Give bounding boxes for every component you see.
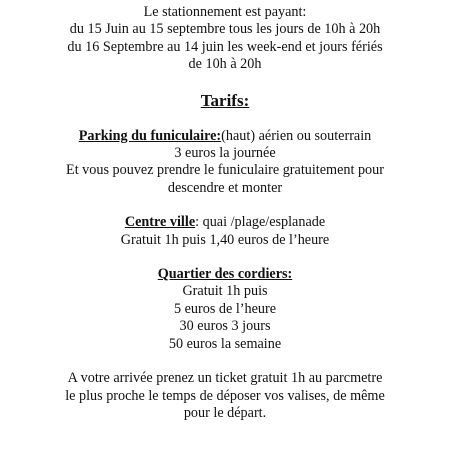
spacer <box>0 74 450 91</box>
centre-ville-label: Centre ville <box>124 214 196 231</box>
spacer <box>0 353 450 370</box>
tarifs-heading-block <box>0 91 450 111</box>
funiculaire-label: Parking du funiculaire: <box>78 127 222 144</box>
centre-ville-section <box>0 214 450 249</box>
intro-block <box>0 4 450 74</box>
funiculaire-note: Et vous pouvez prendre le funiculaire gratuitement pour <box>66 162 384 179</box>
funiculaire-note: descendre et monter <box>167 179 283 196</box>
cordiers-line: 30 euros 3 jours <box>179 318 271 335</box>
footer-section <box>0 370 450 422</box>
cordiers-label: Quartier des cordiers: <box>157 266 293 283</box>
cordiers-section <box>0 266 450 353</box>
centre-ville-price: Gratuit 1h puis 1,40 euros de l’heure <box>120 231 330 248</box>
tarifs-heading: Tarifs: <box>200 90 250 110</box>
intro-line: Le stationnement est payant: <box>143 4 307 20</box>
spacer <box>0 197 450 214</box>
centre-ville-desc: : quai /plage/esplanade <box>195 214 326 231</box>
funiculaire-price: 3 euros la journée <box>174 145 276 162</box>
cordiers-line: Gratuit 1h puis <box>182 283 268 300</box>
intro-line: du 15 Juin au 15 septembre tous les jours de 10h à 20h <box>69 21 381 38</box>
cordiers-line: 5 euros de l’heure <box>173 300 277 317</box>
cordiers-line: 50 euros la semaine <box>168 335 282 352</box>
spacer <box>0 111 450 128</box>
funiculaire-desc: (haut) aérien ou souterrain <box>221 127 372 144</box>
footer-line: A votre arrivée prenez un ticket gratuit 1h au parcmetre <box>67 370 383 387</box>
footer-line: le plus proche le temps de déposer vos valises, de même <box>65 387 385 404</box>
funiculaire-title-line <box>0 128 450 145</box>
spacer <box>0 249 450 266</box>
centre-ville-title-line <box>0 214 450 231</box>
funiculaire-section <box>0 128 450 198</box>
intro-line: de 10h à 20h <box>188 56 262 73</box>
intro-line: du 16 Septembre au 14 juin les week-end et jours fériés <box>67 38 383 55</box>
footer-line: pour le départ. <box>183 404 267 421</box>
